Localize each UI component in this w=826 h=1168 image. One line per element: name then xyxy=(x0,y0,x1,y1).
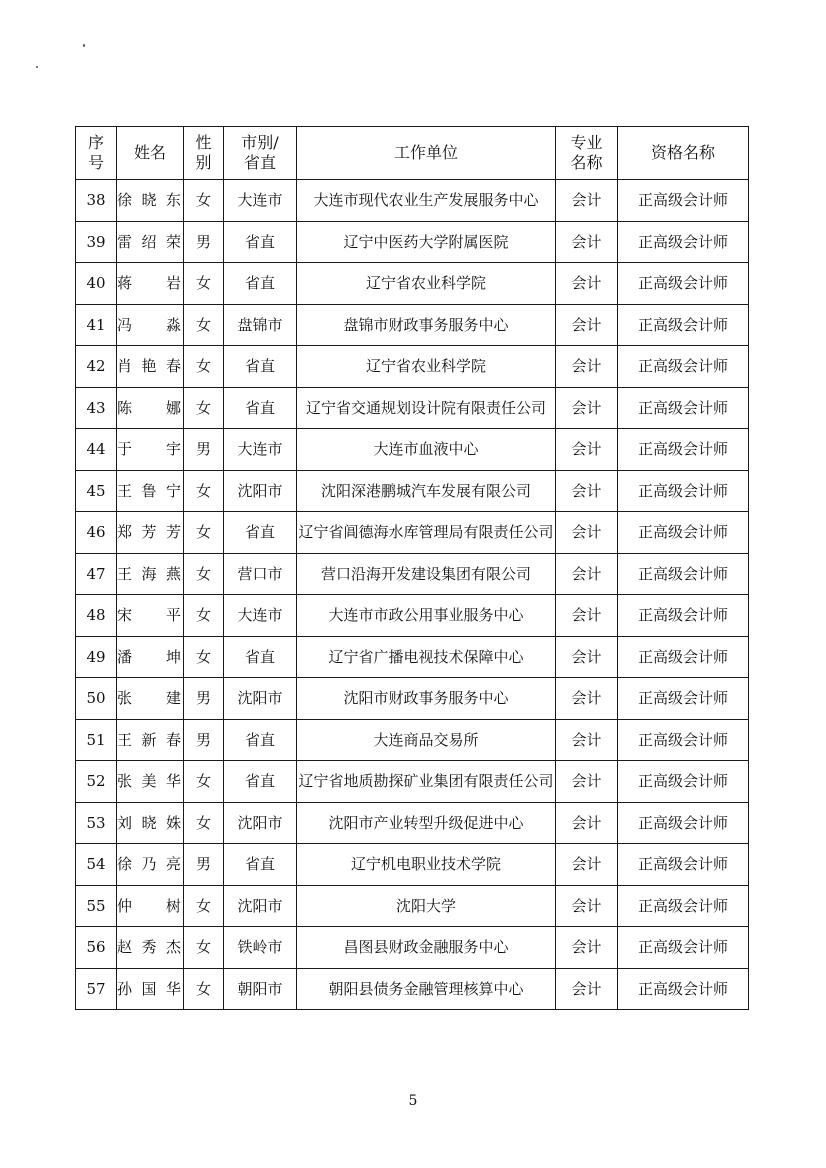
cell-unit: 沈阳深港鹏城汽车发展有限公司 xyxy=(297,470,556,512)
cell-seq: 40 xyxy=(76,263,117,305)
cell-qualification: 正高级会计师 xyxy=(618,180,749,222)
table-row xyxy=(76,387,749,429)
cell-gender: 男 xyxy=(184,844,224,886)
cell-name: 刘晓姝 xyxy=(117,802,184,844)
cell-unit: 营口沿海开发建设集团有限公司 xyxy=(297,553,556,595)
cell-major: 会计 xyxy=(556,512,618,554)
cell-qualification: 正高级会计师 xyxy=(618,844,749,886)
cell-qualification: 正高级会计师 xyxy=(618,346,749,388)
cell-city: 省直 xyxy=(224,221,297,263)
cell-seq: 50 xyxy=(76,678,117,720)
cell-major: 会计 xyxy=(556,221,618,263)
table-row xyxy=(76,761,749,803)
scan-speck xyxy=(83,44,85,47)
table-row xyxy=(76,678,749,720)
header-major-line1: 专业 xyxy=(570,133,603,152)
cell-gender: 女 xyxy=(184,927,224,969)
cell-seq: 56 xyxy=(76,927,117,969)
cell-qualification: 正高级会计师 xyxy=(618,719,749,761)
cell-seq: 49 xyxy=(76,636,117,678)
header-qualification: 资格名称 xyxy=(618,127,749,180)
cell-gender: 女 xyxy=(184,180,224,222)
cell-seq: 39 xyxy=(76,221,117,263)
table-row xyxy=(76,263,749,305)
cell-city: 朝阳市 xyxy=(224,968,297,1010)
cell-gender: 女 xyxy=(184,885,224,927)
cell-city: 省直 xyxy=(224,387,297,429)
cell-seq: 44 xyxy=(76,429,117,471)
cell-gender: 女 xyxy=(184,387,224,429)
cell-unit: 盘锦市财政事务服务中心 xyxy=(297,304,556,346)
cell-unit: 大连市血液中心 xyxy=(297,429,556,471)
cell-gender: 女 xyxy=(184,512,224,554)
table-row xyxy=(76,512,749,554)
table-row xyxy=(76,968,749,1010)
cell-seq: 47 xyxy=(76,553,117,595)
cell-qualification: 正高级会计师 xyxy=(618,263,749,305)
cell-major: 会计 xyxy=(556,802,618,844)
cell-qualification: 正高级会计师 xyxy=(618,761,749,803)
cell-name: 徐晓东 xyxy=(117,180,184,222)
header-gender xyxy=(184,127,224,180)
cell-major: 会计 xyxy=(556,761,618,803)
cell-major: 会计 xyxy=(556,263,618,305)
cell-unit: 辽宁省地质勘探矿业集团有限责任公司 xyxy=(297,761,556,803)
cell-seq: 57 xyxy=(76,968,117,1010)
cell-gender: 女 xyxy=(184,304,224,346)
cell-qualification: 正高级会计师 xyxy=(618,802,749,844)
cell-gender: 女 xyxy=(184,346,224,388)
cell-name: 张 建 xyxy=(117,678,184,720)
cell-city: 铁岭市 xyxy=(224,927,297,969)
cell-unit: 朝阳县债务金融管理核算中心 xyxy=(297,968,556,1010)
cell-gender: 女 xyxy=(184,761,224,803)
cell-city: 大连市 xyxy=(224,595,297,637)
cell-unit: 沈阳市财政事务服务中心 xyxy=(297,678,556,720)
cell-unit: 大连市现代农业生产发展服务中心 xyxy=(297,180,556,222)
table-row xyxy=(76,553,749,595)
cell-city: 沈阳市 xyxy=(224,678,297,720)
cell-unit: 大连商品交易所 xyxy=(297,719,556,761)
cell-name: 于 宇 xyxy=(117,429,184,471)
cell-gender: 男 xyxy=(184,429,224,471)
table-row xyxy=(76,844,749,886)
cell-qualification: 正高级会计师 xyxy=(618,429,749,471)
cell-seq: 45 xyxy=(76,470,117,512)
cell-major: 会计 xyxy=(556,927,618,969)
table-row xyxy=(76,885,749,927)
cell-seq: 53 xyxy=(76,802,117,844)
cell-unit: 大连市市政公用事业服务中心 xyxy=(297,595,556,637)
cell-unit: 沈阳市产业转型升级促进中心 xyxy=(297,802,556,844)
cell-name: 蒋 岩 xyxy=(117,263,184,305)
cell-name: 冯 淼 xyxy=(117,304,184,346)
cell-city: 省直 xyxy=(224,512,297,554)
cell-unit: 辽宁机电职业技术学院 xyxy=(297,844,556,886)
table-row xyxy=(76,180,749,222)
qualification-roster-table xyxy=(75,126,749,1010)
cell-name: 郑芳芳 xyxy=(117,512,184,554)
table-row xyxy=(76,927,749,969)
cell-qualification: 正高级会计师 xyxy=(618,968,749,1010)
cell-qualification: 正高级会计师 xyxy=(618,304,749,346)
cell-major: 会计 xyxy=(556,387,618,429)
cell-name: 王鲁宁 xyxy=(117,470,184,512)
header-seq xyxy=(76,127,117,180)
cell-name: 王新春 xyxy=(117,719,184,761)
cell-qualification: 正高级会计师 xyxy=(618,927,749,969)
table-header xyxy=(76,127,749,180)
cell-name: 王海燕 xyxy=(117,553,184,595)
cell-gender: 女 xyxy=(184,263,224,305)
cell-city: 营口市 xyxy=(224,553,297,595)
cell-major: 会计 xyxy=(556,346,618,388)
cell-qualification: 正高级会计师 xyxy=(618,595,749,637)
cell-city: 省直 xyxy=(224,263,297,305)
cell-name: 潘 坤 xyxy=(117,636,184,678)
header-seq-line1: 序 xyxy=(87,133,104,152)
table-row xyxy=(76,595,749,637)
cell-name: 赵秀杰 xyxy=(117,927,184,969)
cell-city: 沈阳市 xyxy=(224,885,297,927)
header-unit: 工作单位 xyxy=(297,127,556,180)
cell-qualification: 正高级会计师 xyxy=(618,470,749,512)
cell-seq: 42 xyxy=(76,346,117,388)
cell-gender: 女 xyxy=(184,802,224,844)
cell-gender: 男 xyxy=(184,221,224,263)
table-row xyxy=(76,304,749,346)
header-row xyxy=(76,127,749,180)
cell-unit: 辽宁省农业科学院 xyxy=(297,263,556,305)
cell-city: 省直 xyxy=(224,844,297,886)
cell-major: 会计 xyxy=(556,180,618,222)
cell-city: 盘锦市 xyxy=(224,304,297,346)
cell-major: 会计 xyxy=(556,636,618,678)
cell-gender: 女 xyxy=(184,553,224,595)
cell-city: 省直 xyxy=(224,636,297,678)
header-city-line1: 市别/ xyxy=(241,133,279,152)
cell-seq: 51 xyxy=(76,719,117,761)
cell-gender: 女 xyxy=(184,595,224,637)
cell-seq: 52 xyxy=(76,761,117,803)
table-row xyxy=(76,429,749,471)
cell-major: 会计 xyxy=(556,844,618,886)
cell-major: 会计 xyxy=(556,885,618,927)
cell-unit: 辽宁中医药大学附属医院 xyxy=(297,221,556,263)
cell-qualification: 正高级会计师 xyxy=(618,553,749,595)
cell-seq: 41 xyxy=(76,304,117,346)
header-city xyxy=(224,127,297,180)
cell-name: 孙国华 xyxy=(117,968,184,1010)
header-major-line2: 名称 xyxy=(570,153,603,172)
cell-seq: 55 xyxy=(76,885,117,927)
cell-qualification: 正高级会计师 xyxy=(618,636,749,678)
table-row xyxy=(76,719,749,761)
cell-gender: 女 xyxy=(184,968,224,1010)
cell-unit: 辽宁省广播电视技术保障中心 xyxy=(297,636,556,678)
cell-qualification: 正高级会计师 xyxy=(618,885,749,927)
cell-city: 大连市 xyxy=(224,429,297,471)
header-gender-line1: 性 xyxy=(195,133,212,152)
table-row xyxy=(76,802,749,844)
cell-city: 沈阳市 xyxy=(224,802,297,844)
cell-seq: 38 xyxy=(76,180,117,222)
table-row xyxy=(76,636,749,678)
cell-seq: 48 xyxy=(76,595,117,637)
cell-major: 会计 xyxy=(556,968,618,1010)
cell-seq: 54 xyxy=(76,844,117,886)
cell-gender: 男 xyxy=(184,678,224,720)
cell-city: 省直 xyxy=(224,719,297,761)
cell-gender: 女 xyxy=(184,636,224,678)
header-seq-line2: 号 xyxy=(87,153,104,172)
cell-city: 沈阳市 xyxy=(224,470,297,512)
header-city-line2: 省直 xyxy=(243,153,276,172)
cell-major: 会计 xyxy=(556,719,618,761)
cell-major: 会计 xyxy=(556,304,618,346)
page-number: 5 xyxy=(408,1093,418,1109)
table-row xyxy=(76,221,749,263)
cell-unit: 昌图县财政金融服务中心 xyxy=(297,927,556,969)
cell-name: 陈 娜 xyxy=(117,387,184,429)
table-row xyxy=(76,346,749,388)
cell-name: 雷绍荣 xyxy=(117,221,184,263)
table-body xyxy=(76,180,749,1010)
header-gender-line2: 别 xyxy=(195,153,212,172)
cell-major: 会计 xyxy=(556,429,618,471)
cell-name: 徐乃亮 xyxy=(117,844,184,886)
cell-seq: 43 xyxy=(76,387,117,429)
cell-qualification: 正高级会计师 xyxy=(618,678,749,720)
cell-gender: 男 xyxy=(184,719,224,761)
cell-city: 省直 xyxy=(224,761,297,803)
header-major xyxy=(556,127,618,180)
cell-city: 省直 xyxy=(224,346,297,388)
cell-major: 会计 xyxy=(556,470,618,512)
header-name: 姓名 xyxy=(117,127,184,180)
cell-major: 会计 xyxy=(556,553,618,595)
cell-unit: 辽宁省交通规划设计院有限责任公司 xyxy=(297,387,556,429)
cell-qualification: 正高级会计师 xyxy=(618,387,749,429)
cell-unit: 辽宁省阊德海水库管理局有限责任公司 xyxy=(297,512,556,554)
table-row xyxy=(76,470,749,512)
cell-unit: 沈阳大学 xyxy=(297,885,556,927)
cell-name: 张美华 xyxy=(117,761,184,803)
cell-name: 仲 树 xyxy=(117,885,184,927)
cell-qualification: 正高级会计师 xyxy=(618,512,749,554)
cell-city: 大连市 xyxy=(224,180,297,222)
cell-unit: 辽宁省农业科学院 xyxy=(297,346,556,388)
cell-name: 肖艳春 xyxy=(117,346,184,388)
scan-speck xyxy=(36,66,38,68)
cell-major: 会计 xyxy=(556,678,618,720)
cell-major: 会计 xyxy=(556,595,618,637)
cell-seq: 46 xyxy=(76,512,117,554)
cell-gender: 女 xyxy=(184,470,224,512)
cell-qualification: 正高级会计师 xyxy=(618,221,749,263)
cell-name: 宋 平 xyxy=(117,595,184,637)
